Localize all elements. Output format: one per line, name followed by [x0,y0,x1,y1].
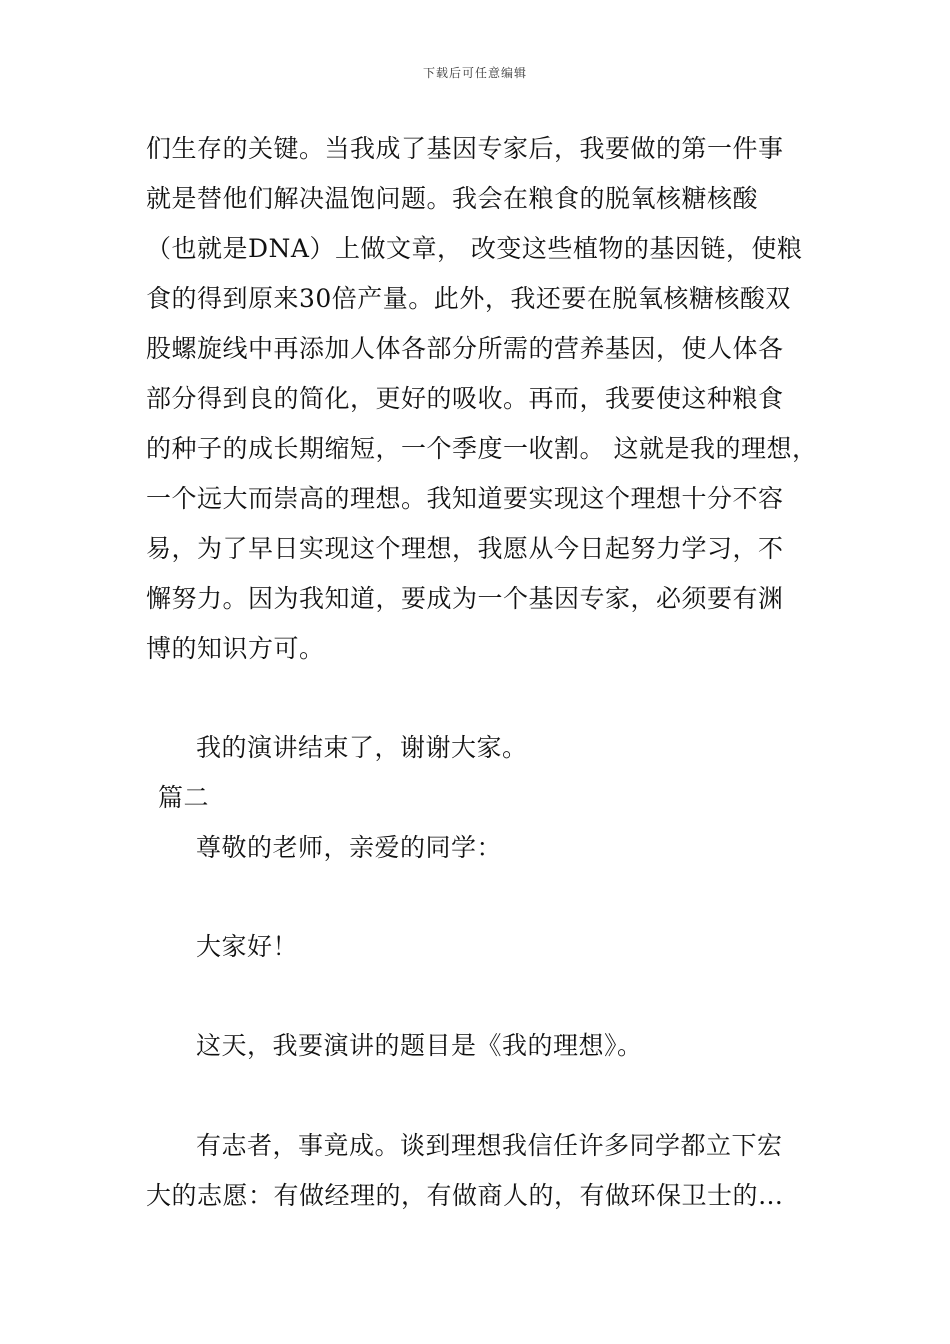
paragraph-line: 股螺旋线中再添加人体各部分所需的营养基因，使人体各 [146,334,784,363]
hello-line: 大家好！ [196,932,299,961]
paragraph-line: 部分得到良的简化，更好的吸收。再而，我要使这种粮食 [146,384,784,413]
paragraph-line: 大的志愿：有做经理的，有做商人的，有做环保卫士的… [146,1181,784,1210]
greeting: 尊敬的老师，亲爱的同学： [196,833,503,862]
paragraph-line: 食的得到原来30倍产量。此外，我还要在脱氧核糖核酸双 [146,284,791,313]
paragraph-line: 一个远大而崇高的理想。我知道要实现这个理想十分不容 [146,484,784,513]
paragraph-line: 易，为了早日实现这个理想，我愿从今日起努力学习，不 [146,534,784,563]
paragraph-line: 懈努力。因为我知道，要成为一个基因专家，必须要有渊 [146,584,784,613]
paragraph-line: 的种子的成长期缩短，一个季度一收割。 这就是我的理想， [146,434,818,463]
speech-topic: 这天，我要演讲的题目是《我的理想》。 [196,1031,643,1060]
paragraph-line: 们生存的关键。当我成了基因专家后，我要做的第一件事 [146,134,784,163]
paragraph-line: （也就是DNA）上做文章， 改变这些植物的基因链，使粮 [146,234,803,263]
closing-remark: 我的演讲结束了，谢谢大家。 [196,733,528,762]
page-header: 下载后可任意编辑 [422,66,527,80]
paragraph-line: 博的知识方可。 [146,634,325,663]
section-title: 篇二 [158,783,210,812]
paragraph-line: 有志者，事竟成。谈到理想我信任许多同学都立下宏 [196,1131,783,1160]
paragraph-line: 就是替他们解决温饱问题。我会在粮食的脱氧核糖核酸 [146,184,759,213]
